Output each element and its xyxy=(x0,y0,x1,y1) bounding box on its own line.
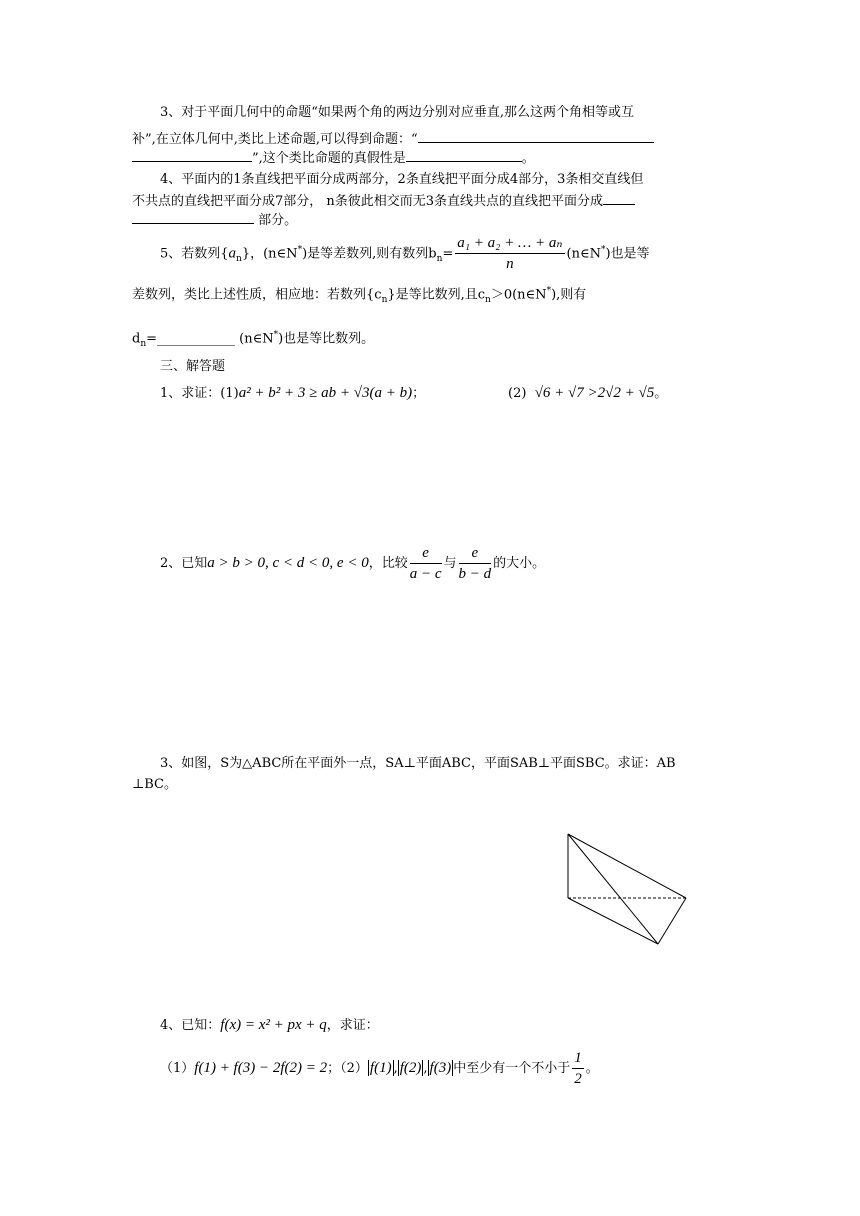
s4-half xyxy=(572,1048,584,1089)
s4-abs-f2: f(2) xyxy=(399,1060,422,1076)
s1-expr1: a² + b² + 3 ≥ ab + √3(a + b) xyxy=(238,385,413,401)
s2-fraction-1 xyxy=(410,543,442,584)
q3-answer-blank-1b xyxy=(132,147,252,162)
q5-star-4: * xyxy=(273,330,279,340)
q3-answer-blank-2 xyxy=(406,147,522,162)
s1-part2 xyxy=(508,384,667,403)
q5-frac-den: n xyxy=(506,256,514,273)
q5-d: d xyxy=(132,331,141,347)
q3-answer-blank-1 xyxy=(418,128,654,143)
q5-text-1: 5、若数列{ xyxy=(160,246,229,262)
section-heading: 三、解答题 xyxy=(160,359,226,374)
s4-comma-1: , xyxy=(393,1061,398,1076)
s4-e1: f(1) + f(3) − 2f(2) = 2 xyxy=(194,1060,328,1076)
s1-end: 。 xyxy=(654,386,668,401)
q3-line1: 3、对于平面几何中的命题“如果两个角的两边分别对应垂直,那么这两个角相等或互 xyxy=(160,105,635,120)
q5-eq: = xyxy=(442,246,454,262)
s2-line xyxy=(160,543,545,584)
q5-text-6: )也是等 xyxy=(605,246,650,262)
s3-line2: ⊥BC。 xyxy=(132,777,177,792)
q5-line2 xyxy=(132,282,586,309)
s2-f2-num: e xyxy=(459,543,492,564)
q3-end: 。 xyxy=(521,151,535,166)
q4-answer-blank-2 xyxy=(132,209,254,224)
q5-line2b: }是等比数列,且c xyxy=(387,287,486,303)
s2-f2-den: b − d xyxy=(458,566,492,582)
edge-sb xyxy=(568,834,658,944)
q5-star-3: * xyxy=(546,286,552,296)
s1-label2: (2) xyxy=(508,386,527,401)
q5-star-1: * xyxy=(297,245,303,255)
q3-line2-text: 补”,在立体几何中,类比上述命题,可以得到命题：“ xyxy=(132,132,418,147)
q5-a: a xyxy=(228,245,237,262)
s4-abs-f1: f(1) xyxy=(369,1060,392,1076)
s1-expr2: √6 + √7 >2√2 + √5 xyxy=(534,385,655,401)
q5-line3b: =____________ (n∈N xyxy=(146,331,274,347)
s2-fraction-2 xyxy=(459,543,492,584)
s4-p1: （1） xyxy=(160,1061,195,1076)
s4-p2: ；（2） xyxy=(327,1061,368,1076)
q4-line2 xyxy=(132,190,635,211)
s4-comma-2: , xyxy=(423,1061,428,1076)
s4-label: 4、已知： xyxy=(160,1018,221,1033)
q4-line3 xyxy=(132,209,297,230)
q5-line1 xyxy=(160,230,650,279)
q5-line3 xyxy=(132,326,374,353)
s4-abs-f3: f(3) xyxy=(429,1060,452,1076)
q5-line2-text: 差数列，类比上述性质，相应地：若数列{c xyxy=(132,287,382,303)
q5-fraction xyxy=(455,233,564,274)
q5-line2d: ),则有 xyxy=(551,287,587,303)
q3-line3 xyxy=(132,147,535,168)
q4-line2-text: 不共点的直线把平面分成7部分， n条彼此相交而无3条直线共点的直线把平面分成 xyxy=(132,194,604,209)
q5-sub-n2: n xyxy=(436,253,443,264)
s4-tail: ，求证： xyxy=(326,1018,379,1033)
s4-half-num: 1 xyxy=(572,1048,584,1069)
q5-line3c: )也是等比数列。 xyxy=(278,331,375,347)
q4-line1: 4、平面内的1条直线把平面分成两部分，2条直线把平面分成4部分，3条相交直线但 xyxy=(160,172,644,187)
s2-f1-num: e xyxy=(410,543,442,564)
s3-line1: 3、如图，S为△ABC所在平面外一点，SA⊥平面ABC，平面SAB⊥平面SBC。求证：AB xyxy=(160,756,676,771)
q5-text-5: (n∈N xyxy=(566,246,601,262)
s2-f1-den: a − c xyxy=(409,566,442,582)
q5-sub-n: n xyxy=(236,253,242,264)
s2-label: 2、已知 xyxy=(160,556,208,571)
s4-line2 xyxy=(160,1048,599,1089)
s2-end: 的大小。 xyxy=(493,556,546,571)
s4-end: 。 xyxy=(585,1061,599,1076)
edge-sc xyxy=(568,834,686,898)
s4-p3: 中至少有一个不小于 xyxy=(453,1061,571,1076)
edge-bc xyxy=(658,898,686,944)
s2-yu: 与 xyxy=(443,556,457,571)
q5-line2c: ＞0(n∈N xyxy=(490,287,547,303)
s4-half-den: 2 xyxy=(574,1071,582,1087)
s2-mid: ，比较 xyxy=(368,556,408,571)
q5-frac-num: a₁ + a₂ + … + aₙ xyxy=(455,233,564,254)
s2-condition: a > b > 0, c < d < 0, e < 0 xyxy=(207,555,369,571)
edge-ab xyxy=(568,898,658,944)
q5-text-3: )是等差数列,则有数列b xyxy=(302,246,437,262)
tetrahedron-figure xyxy=(560,828,696,950)
q3-line2 xyxy=(132,128,654,149)
q5-sub-n3: n xyxy=(381,294,388,305)
q3-line3-text: ”,这个类比命题的真假性是 xyxy=(252,151,406,166)
s4-line1 xyxy=(160,1016,379,1035)
s4-fx: f(x) = x² + px + q xyxy=(220,1017,327,1033)
q5-star-2: * xyxy=(600,245,606,255)
s1-sep: ； xyxy=(412,386,426,401)
q5-sub-n4: n xyxy=(485,294,491,305)
s1-label: 1、求证：(1) xyxy=(160,386,239,401)
q5-text-2: }，(n∈N xyxy=(241,246,298,262)
q5-sub-n5: n xyxy=(140,338,147,349)
s1-line xyxy=(160,384,425,403)
q4-line3-text: 部分。 xyxy=(258,213,298,228)
q4-answer-blank xyxy=(603,190,635,205)
